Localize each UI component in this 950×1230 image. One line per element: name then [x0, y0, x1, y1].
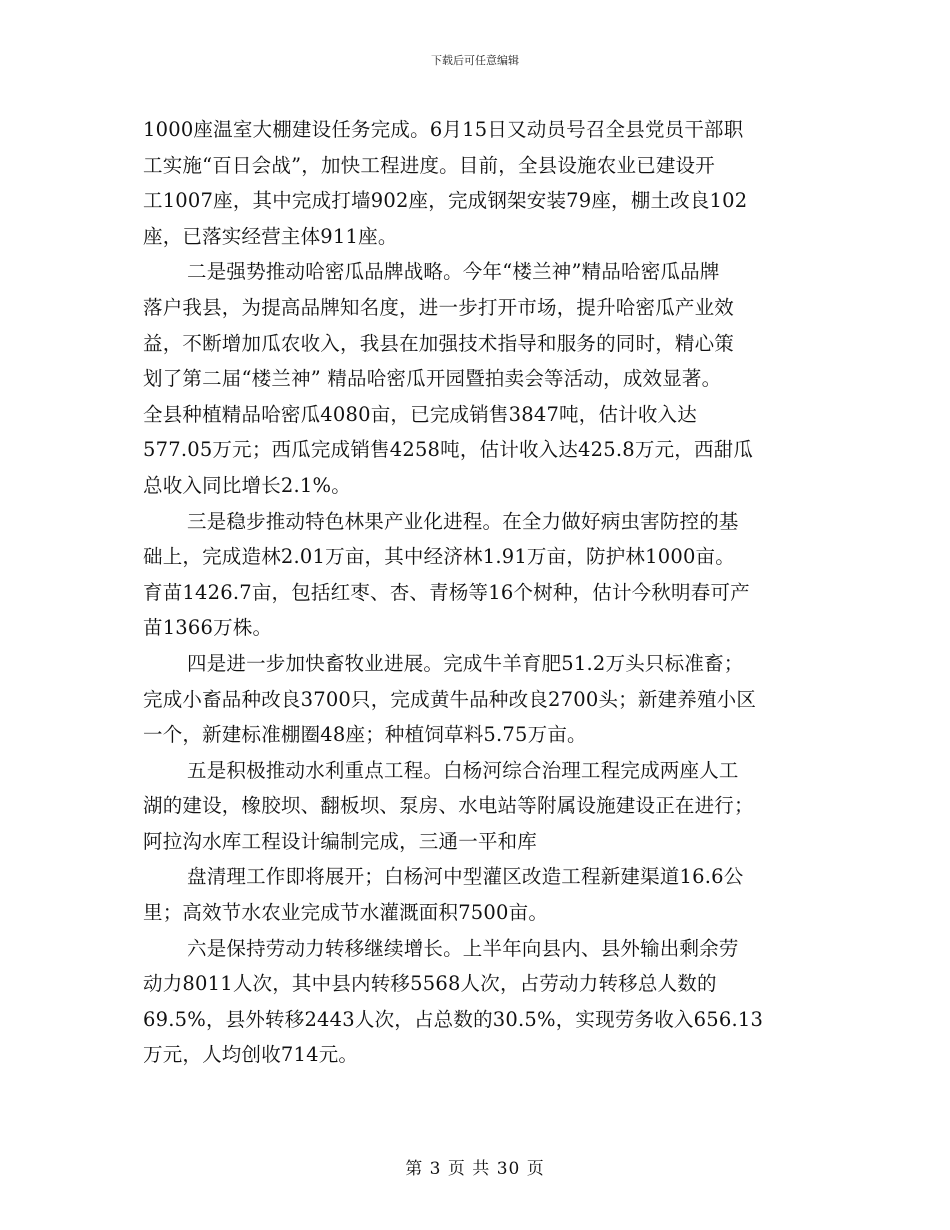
body-line: 里；高效节水农业完成节水灌溉面积7500亩。 [143, 901, 549, 925]
body-line: 工1007座，其中完成打墙902座，完成钢架安装79座，棚土改良102 [143, 189, 748, 213]
body-line: 苗1366万株。 [143, 616, 273, 640]
body-line: 577.05万元；西瓜完成销售4258吨，估计收入达425.8万元，西甜瓜 [143, 438, 754, 462]
body-line: 落户我县，为提高品牌知名度，进一步打开市场，提升哈密瓜产业效 [143, 295, 735, 319]
body-line: 1000座温室大棚建设任务完成。6月15日又动员号召全县党员干部职 [143, 118, 744, 141]
body-line: 总收入同比增长2.1%。 [143, 473, 351, 497]
body-line: 础上，完成造林2.01万亩，其中经济林1.91万亩，防护林1000亩。 [143, 545, 735, 569]
body-line: 一个，新建标准棚圈48座；种植饲草料5.75万亩。 [143, 723, 587, 747]
body-line: 完成小畜品种改良3700只，完成黄牛品种改良2700头；新建养殖小区 [143, 687, 757, 711]
body-line: 工实施“百日会战”，加快工程进度。目前，全县设施农业已建设开 [143, 153, 715, 177]
body-line: 益，不断增加瓜农收入，我县在加强技术指导和服务的同时，精心策 [143, 331, 735, 355]
paragraph-start-line: 二是强势推动哈密瓜品牌战略。今年“楼兰神”精品哈密瓜品牌 [187, 260, 720, 284]
paragraph-start-line: 三是稳步推动特色林果产业化进程。在全力做好病虫害防控的基 [187, 509, 739, 533]
body-line: 湖的建设，橡胶坝、翻板坝、泵房、水电站等附属设施建设正在进行； [143, 794, 754, 818]
body-line: 划了第二届“楼兰神” 精品哈密瓜开园暨拍卖会等活动，成效显著。 [143, 367, 722, 391]
paragraph-start-line: 五是积极推动水利重点工程。白杨河综合治理工程完成两座人工 [187, 758, 739, 782]
document-body [143, 112, 811, 1073]
paragraph-start-line: 盘清理工作即将展开；白杨河中型灌区改造工程新建渠道16.6公 [187, 865, 744, 889]
body-line: 全县种植精品哈密瓜4080亩，已完成销售3847吨，估计收入达 [143, 402, 697, 426]
body-line: 座，已落实经营主体911座。 [143, 224, 398, 248]
page-header-note: 下载后可任意编辑 [431, 54, 519, 67]
paragraph-start-line: 六是保持劳动力转移继续增长。上半年向县内、县外输出剩余劳 [187, 936, 739, 960]
page-number-footer: 第 3 页 共 30 页 [405, 1159, 545, 1179]
body-line: 万元，人均创收714元。 [143, 1043, 359, 1067]
body-line: 动力8011人次，其中县内转移5568人次，占劳动力转移总人数的 [143, 972, 717, 996]
body-line: 69.5%，县外转移2443人次，占总数的30.5%，实现劳务收入656.13 [143, 1007, 764, 1031]
body-line: 育苗1426.7亩，包括红枣、杏、青杨等16个树种，估计今秋明春可产 [143, 580, 750, 604]
body-line: 阿拉沟水库工程设计编制完成，三通一平和库 [143, 829, 538, 853]
paragraph-start-line: 四是进一步加快畜牧业进展。完成牛羊育肥51.2万头只标准畜； [187, 651, 744, 675]
